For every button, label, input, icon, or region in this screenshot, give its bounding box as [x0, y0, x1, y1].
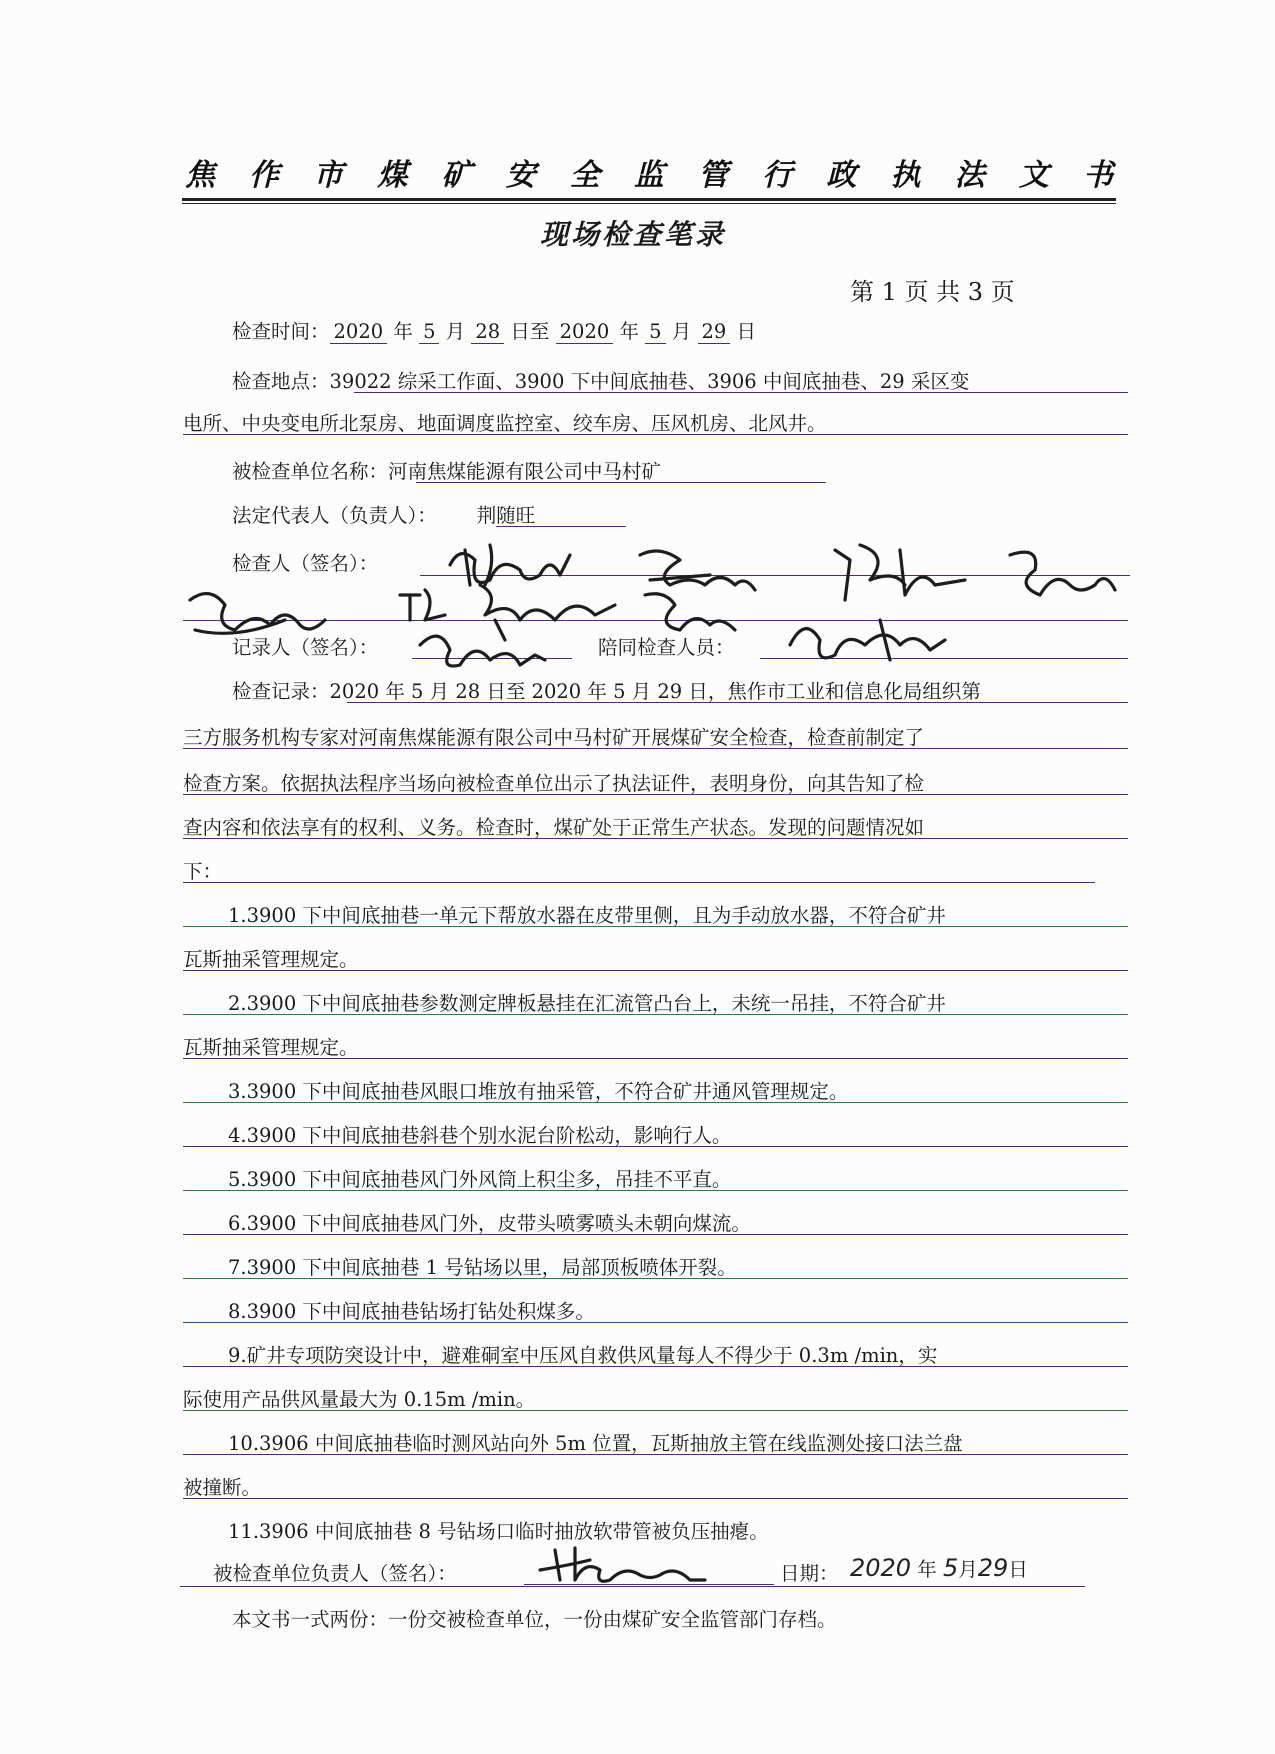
- sign-date: [850, 1554, 1028, 1582]
- title-char: 行: [762, 158, 795, 193]
- inspection-place-line1: 39022 综采工作面、3900 下中间底抽巷、3906 中间底抽巷、29 采区变: [329, 370, 970, 393]
- inspected-unit-value: 河南焦煤能源有限公司中马村矿: [388, 460, 662, 483]
- underline: [183, 1058, 1128, 1059]
- underline: [347, 702, 1128, 703]
- underline: [183, 434, 1128, 435]
- title-char: 文: [1018, 158, 1051, 193]
- issue-line: 9.矿井专项防突设计中，避难硐室中压风自救供风量每人不得少于 0.3m /min，实: [228, 1344, 938, 1367]
- inspection-place-line2: 电所、中央变电所北泵房、地面调度监控室、绞车房、压风机房、北风井。: [183, 412, 827, 435]
- underline: [183, 1278, 1128, 1279]
- underline: [183, 882, 1095, 883]
- start-day: 28: [471, 320, 504, 344]
- title-char: 管: [698, 158, 731, 193]
- end-month: 5: [645, 320, 665, 344]
- underline: [183, 1234, 1128, 1235]
- underline: [183, 1366, 1128, 1367]
- title-char: 煤: [377, 158, 410, 193]
- issue-line: 5.3900 下中间底抽巷风门外风筒上积尘多，吊挂不平直。: [228, 1168, 732, 1191]
- underline: [183, 794, 1128, 795]
- underline: [183, 926, 1128, 927]
- issue-line: 瓦斯抽采管理规定。: [183, 948, 359, 971]
- record-label: 检查记录：: [232, 680, 330, 703]
- inspected-unit-row: [232, 456, 661, 484]
- title-char: 市: [313, 158, 346, 193]
- day-suffix: 日: [730, 320, 757, 343]
- day-suffix: 日: [1008, 1558, 1028, 1581]
- title-char: 书: [1082, 158, 1115, 193]
- month-suffix: 月: [958, 1558, 978, 1581]
- responsible-signature: [530, 1540, 730, 1590]
- title-char: 全: [569, 158, 602, 193]
- title-rule-thick: [182, 198, 1116, 201]
- date-label: 日期：: [780, 1562, 839, 1585]
- record-line: 2020 年 5 月 28 日至 2020 年 5 月 29 日，焦作市工业和信息化局组织第: [329, 680, 981, 703]
- end-year: 2020: [556, 320, 614, 344]
- title-char: 作: [249, 158, 282, 193]
- title-char: 焦: [185, 158, 217, 193]
- document-subtitle: 现场检查笔录: [540, 218, 727, 251]
- title-char: 安: [505, 158, 538, 193]
- date-year: 2020: [850, 1554, 912, 1582]
- underline: [183, 1454, 1128, 1455]
- record-line: 查内容和依法享有的权利、义务。检查时，煤矿处于正常生产状态。发现的问题情况如: [183, 816, 925, 839]
- start-year: 2020: [330, 320, 388, 344]
- accompany-signature: [780, 605, 960, 675]
- underline: [416, 482, 826, 483]
- document-title: [185, 150, 1115, 194]
- underline: [183, 1498, 1128, 1499]
- record-line: 三方服务机构专家对河南焦煤能源有限公司中马村矿开展煤矿安全检查，检查前制定了: [183, 726, 925, 749]
- record-line: 下：: [183, 860, 223, 883]
- underline: [183, 1410, 1128, 1411]
- underline: [183, 838, 1128, 839]
- end-day: 29: [698, 320, 731, 344]
- record-line: 检查方案。依据执法程序当场向被检查单位出示了执法证件，表明身份，向其告知了检: [183, 772, 925, 795]
- inspected-unit-label: 被检查单位名称：: [232, 460, 389, 483]
- title-char: 监: [633, 158, 666, 193]
- title-char: 政: [826, 158, 859, 193]
- issue-line: 8.3900 下中间底抽巷钻场打钻处积煤多。: [228, 1300, 595, 1323]
- legal-rep-label: 法定代表人（负责人）：: [232, 504, 437, 527]
- inspection-time-label: 检查时间：: [232, 320, 330, 343]
- page-number: 第 1 页 共 3 页: [850, 278, 1015, 306]
- underline: [183, 970, 1128, 971]
- date-month: 5: [942, 1554, 959, 1582]
- underline: [183, 1146, 1128, 1147]
- issue-line: 4.3900 下中间底抽巷斜巷个别水泥台阶松动，影响行人。: [228, 1124, 732, 1147]
- title-char: 执: [890, 158, 923, 193]
- issue-line: 10.3906 中间底抽巷临时测风站向外 5m 位置，瓦斯抽放主管在线监测处接口法兰盘: [228, 1432, 963, 1455]
- underline: [354, 392, 1128, 393]
- inspector-label: 检查人（签名）：: [232, 552, 379, 575]
- issue-line: 际使用产品供风量最大为 0.15m /min。: [183, 1388, 536, 1411]
- legal-rep-row: [232, 500, 535, 528]
- issue-line: 6.3900 下中间底抽巷风门外，皮带头喷雾喷头未朝向煤流。: [228, 1212, 751, 1235]
- underline: [183, 1102, 1128, 1103]
- issue-line: 3.3900 下中间底抽巷风眼口堆放有抽采管，不符合矿井通风管理规定。: [228, 1080, 849, 1103]
- day-to: 日至: [504, 320, 556, 343]
- issue-line: 被撞断。: [183, 1476, 262, 1499]
- issue-line: 2.3900 下中间底抽巷参数测定牌板悬挂在汇流管凸台上，未统一吊挂，不符合矿井: [228, 992, 946, 1015]
- record-row-1: [232, 676, 981, 704]
- inspection-time-row: [232, 316, 756, 344]
- accompany-label: 陪同检查人员：: [598, 636, 735, 659]
- title-rule-thin: [182, 203, 1116, 204]
- year-suffix: 年: [613, 320, 646, 343]
- underline: [183, 1322, 1128, 1323]
- copies-note: 本文书一式两份：一份交被检查单位，一份由煤矿安全监管部门存档。: [232, 1608, 837, 1631]
- issue-line: 1.3900 下中间底抽巷一单元下帮放水器在皮带里侧，且为手动放水器，不符合矿井: [228, 904, 946, 927]
- underline: [180, 1586, 1085, 1587]
- recorder-label: 记录人（签名）：: [232, 636, 379, 659]
- year-suffix: 年: [911, 1558, 943, 1581]
- recorder-signature: [410, 615, 570, 675]
- issue-line: 11.3906 中间底抽巷 8 号钻场口临时抽放软带管被负压抽瘪。: [228, 1520, 769, 1543]
- start-month: 5: [419, 320, 439, 344]
- month-suffix: 月: [439, 320, 472, 343]
- issue-line: 瓦斯抽采管理规定。: [183, 1036, 359, 1059]
- inspection-place-label: 检查地点：: [232, 370, 330, 393]
- underline: [183, 1190, 1128, 1191]
- legal-rep-value: 荆随旺: [476, 504, 536, 527]
- title-char: 矿: [441, 158, 474, 193]
- issue-line: 7.3900 下中间底抽巷 1 号钻场以里，局部顶板喷体开裂。: [228, 1256, 737, 1279]
- inspection-place-row: [232, 366, 969, 394]
- date-day: 29: [977, 1554, 1009, 1582]
- underline: [183, 748, 1128, 749]
- month-suffix: 月: [665, 320, 698, 343]
- responsible-label: 被检查单位负责人（签名）：: [213, 1562, 457, 1585]
- title-char: 法: [954, 158, 987, 193]
- underline: [183, 1014, 1128, 1015]
- year-suffix: 年: [387, 320, 420, 343]
